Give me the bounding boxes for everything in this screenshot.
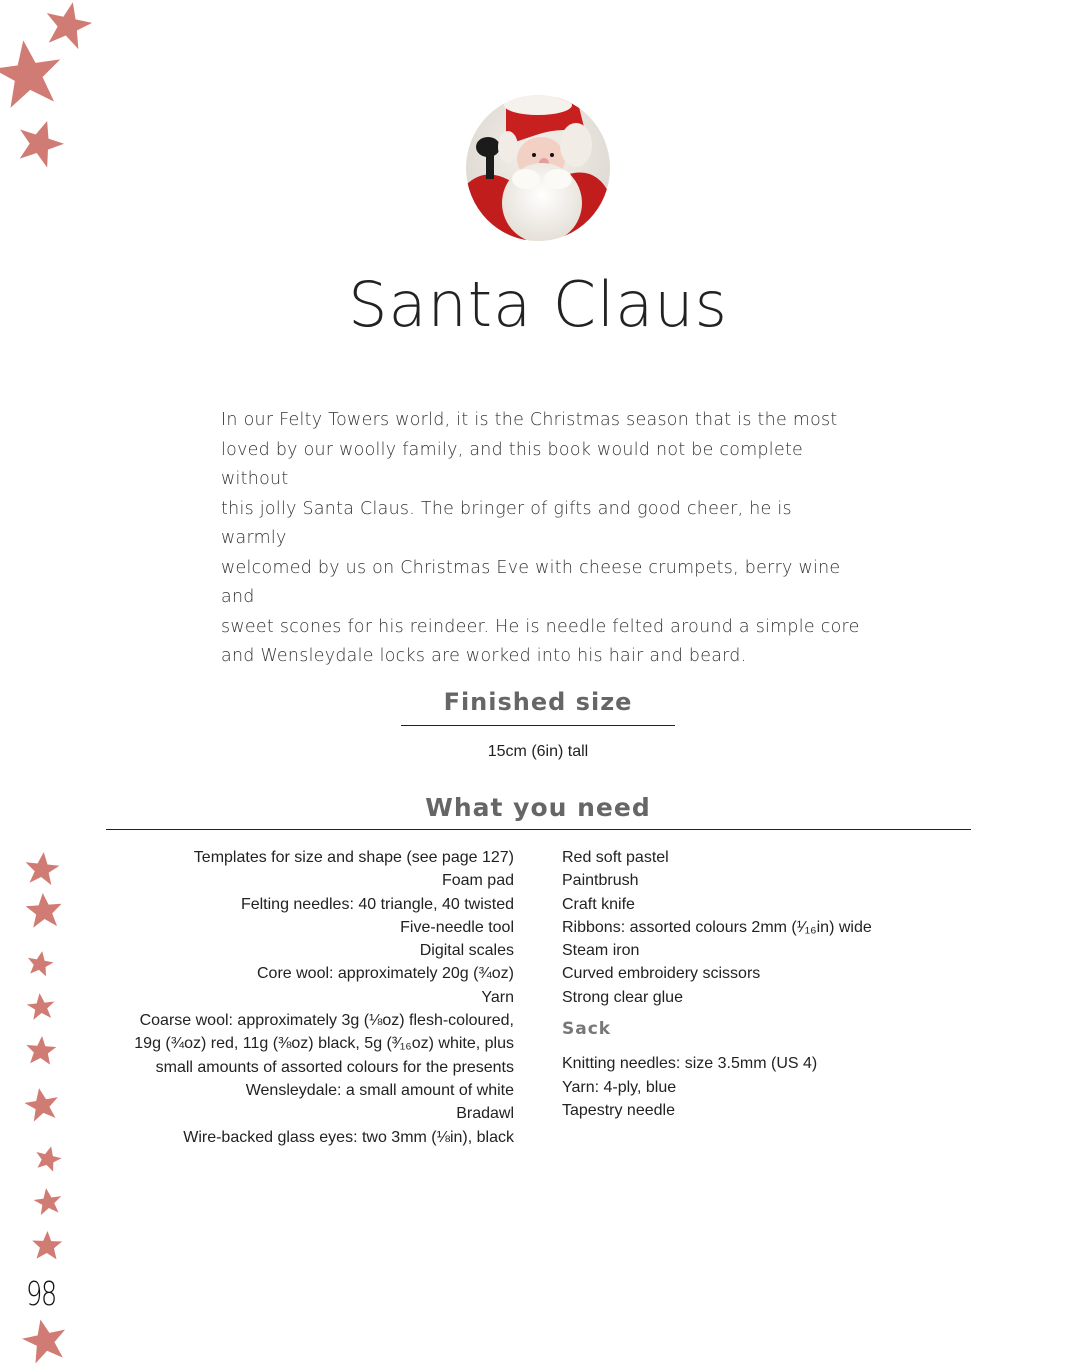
star-icon	[24, 851, 60, 887]
list-item: Wire-backed glass eyes: two 3mm (⅛in), black	[183, 1128, 514, 1146]
list-item: Coarse wool: approximately 3g (⅛oz) flesh-coloured,	[139, 1012, 514, 1030]
list-item: Yarn: 4-ply, blue	[562, 1078, 677, 1096]
intro-line: this jolly Santa Claus. The bringer of gifts and good cheer, he is warmly	[221, 498, 792, 548]
intro-line: sweet scones for his reindeer. He is needle felted around a simple core	[221, 616, 860, 637]
list-item: Strong clear glue	[562, 988, 683, 1006]
page-number: 98	[26, 1274, 56, 1313]
list-item: Wensleydale: a small amount of white	[245, 1081, 514, 1099]
materials-list-left	[100, 846, 514, 1149]
santa-photo	[466, 95, 610, 241]
star-icon	[0, 38, 64, 110]
list-item: Bradawl	[456, 1105, 514, 1123]
intro-line: In our Felty Towers world, it is the Christmas season that is the most	[221, 410, 838, 430]
star-icon	[22, 1318, 68, 1364]
star-icon	[26, 950, 54, 978]
page-title: Santa Claus	[348, 268, 728, 341]
intro-paragraph	[221, 406, 861, 672]
list-item: Templates for size and shape (see page 127)	[193, 849, 514, 866]
star-icon	[24, 1087, 60, 1123]
list-item: Steam iron	[562, 942, 640, 960]
list-item: Tapestry needle	[562, 1101, 675, 1119]
list-item: Red soft pastel	[562, 849, 669, 866]
intro-line: loved by our woolly family, and this book would not be complete without	[221, 439, 804, 489]
list-item: Digital scales	[419, 942, 514, 960]
star-icon	[14, 118, 66, 168]
sack-heading: Sack	[562, 1019, 612, 1040]
star-icon	[26, 992, 56, 1022]
intro-line: welcomed by us on Christmas Eve with cheese crumpets, berry wine and	[221, 557, 841, 607]
list-item: Core wool: approximately 20g (¾oz)	[256, 965, 514, 983]
list-item: Craft knife	[562, 895, 635, 913]
materials-list-right	[562, 846, 982, 1122]
list-item: Yarn	[481, 988, 514, 1006]
star-icon	[33, 1187, 63, 1217]
star-icon	[34, 1145, 62, 1173]
list-item: Five-needle tool	[400, 918, 514, 936]
list-item: Ribbons: assorted colours 2mm (¹⁄₁₆in) wide	[562, 918, 872, 936]
list-item: Knitting needles: size 3.5mm (US 4)	[562, 1055, 818, 1073]
star-icon	[31, 1230, 63, 1262]
list-item: Foam pad	[441, 872, 514, 890]
intro-line: and Wensleydale locks are worked into his hair and beard.	[221, 646, 747, 666]
list-item: 19g (¾oz) red, 11g (⅜oz) black, 5g (³⁄₁₆oz) white, plus	[134, 1035, 514, 1053]
what-you-need-heading: What you need	[425, 793, 651, 822]
finished-size-text: 15cm (6in) tall	[487, 743, 589, 760]
star-icon	[25, 892, 63, 930]
list-item: small amounts of assorted colours for the presents	[155, 1058, 514, 1076]
list-item: Paintbrush	[562, 872, 639, 890]
star-icon	[25, 1035, 57, 1067]
what-you-need-divider	[106, 829, 971, 830]
finished-size-divider	[401, 725, 675, 726]
finished-size-heading: Finished size	[443, 688, 633, 716]
list-item: Curved embroidery scissors	[562, 965, 761, 983]
list-item: Felting needles: 40 triangle, 40 twisted	[240, 895, 514, 913]
